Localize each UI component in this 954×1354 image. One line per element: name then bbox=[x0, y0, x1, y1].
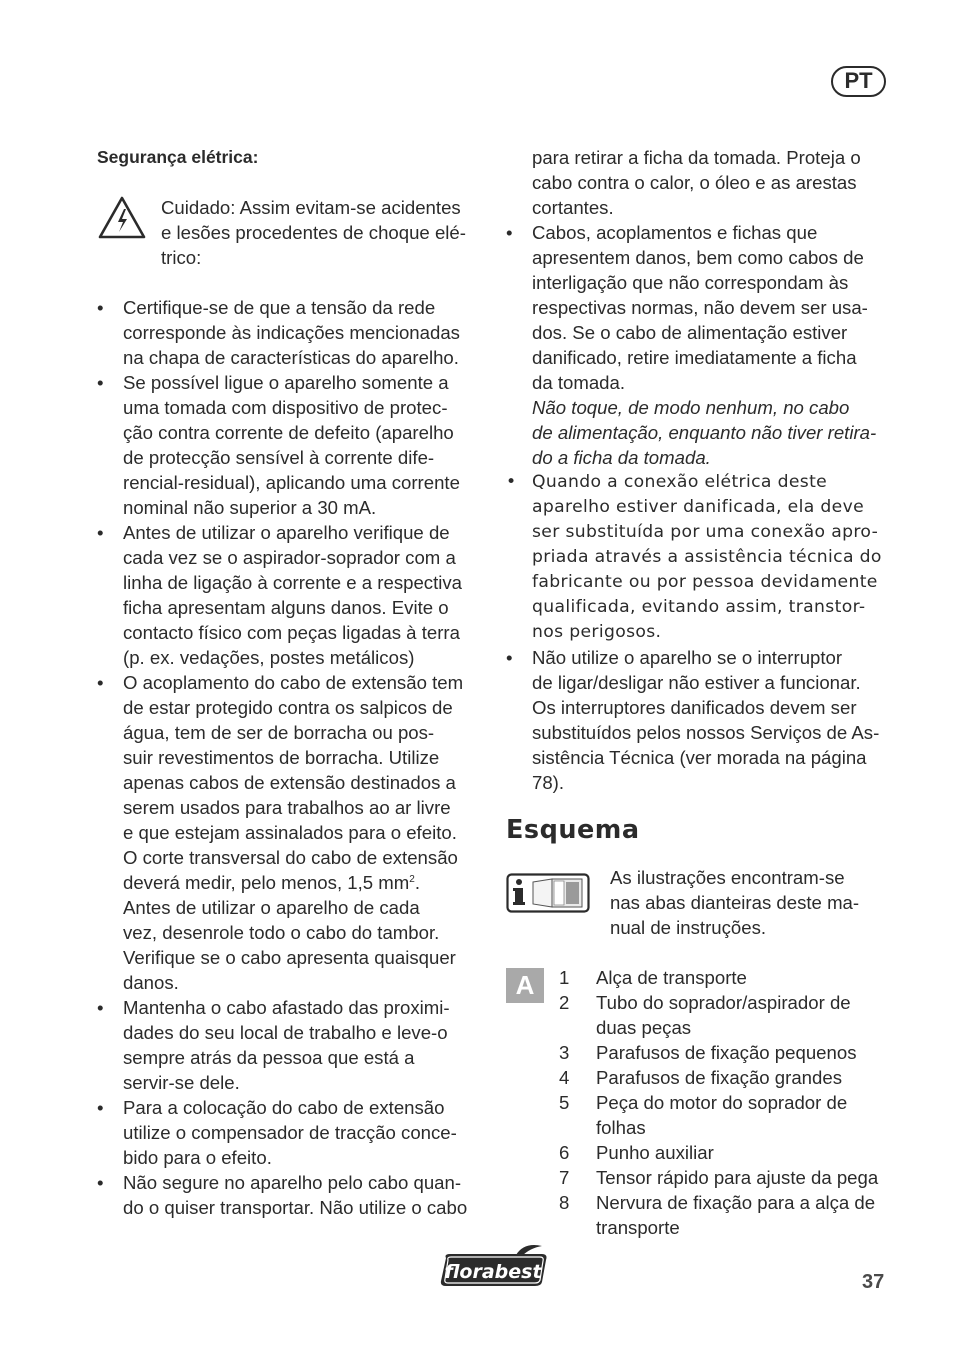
info-text: As ilustrações encontram-se nas abas dianteiras deste ma- nual de instruções. bbox=[610, 867, 860, 938]
parts-list bbox=[506, 965, 898, 1240]
cable-warning-italic: Não toque, de modo nenhum, no cabo de alimentação, enquanto não tiver retira- do a ficha da tomada. bbox=[532, 397, 877, 468]
list-item: • Não utilize o aparelho se o interruptor de ligar/desligar não estiver a funcionar. Os interruptores danificados devem ser substituídos pelos nossos Serviços de As- sistência Técnica (ver morada na página 78). bbox=[506, 645, 898, 795]
list-item: • Para a colocação do cabo de extensão utilize o compensador de tracção conce- bido para o efeito. bbox=[97, 1095, 489, 1170]
warning-text: Cuidado: Assim evitam-se acidentes e lesões procedentes de choque elé- trico: bbox=[161, 197, 466, 268]
cable-cross-section-line: deverá medir, pelo menos, 1,5 $mm^2$. bbox=[123, 872, 421, 893]
right-column bbox=[506, 145, 898, 1240]
list-item: 8 Nervura de fixação para a alça de transporte bbox=[559, 1192, 876, 1238]
list-item: • Se possível ligue o aparelho somente a uma tomada com dispositivo de protec- ção contra corrente de defeito (aparelho de protecção sensível à corrente dife- rencial-residual), aplicando uma corrente nominal não superior a 30 mA. bbox=[97, 370, 489, 520]
continued-text: para retirar a ficha da tomada. Proteja o cabo contra o calor, o óleo e as arestas cortantes. bbox=[532, 147, 861, 218]
list-item: • Mantenha o cabo afastado das proximi- dades do seu local de trabalho e leve-o sempre atrás da pessoa que está a servir-se dele. bbox=[97, 995, 489, 1095]
list-item: • Cabos, acoplamentos e fichas que apresentem danos, bem como cabos de interligação que não correspondam às respectivas normas, não devem ser usa- dos. Se o cabo de alimentação estiver danificado, retire imediatamente a ficha da tomada. Não toque, de modo nenhum, no cabo de alimentação, enquanto não tiver retira- do a ficha da tomada. bbox=[506, 220, 898, 470]
electric-hazard-icon bbox=[97, 195, 147, 241]
list-item: 3 Parafusos de fixação pequenos bbox=[559, 1042, 857, 1063]
electrical-safety-heading: Segurança elétrica: bbox=[97, 147, 259, 167]
warning-notice bbox=[97, 195, 489, 270]
florabest-logo bbox=[438, 1244, 552, 1290]
list-item: 6 Punho auxiliar bbox=[559, 1142, 714, 1163]
list-item: • Não segure no aparelho pelo cabo quan- do o quiser transportar. Não utilize o cabo bbox=[97, 1170, 489, 1220]
list-item: 2 Tubo do soprador/aspirador de duas peças bbox=[559, 992, 851, 1038]
list-item: 4 Parafusos de fixação grandes bbox=[559, 1067, 843, 1088]
safety-list-continued bbox=[506, 220, 898, 795]
list-item: • Quando a conexão elétrica deste aparelho estiver danificada, ela deve ser substituída por uma conexão apro- priada através a assistência técnica do fabricante ou por pessoa devidamente qualificada, evitando assim, transtor- nos perigosos. bbox=[506, 470, 898, 645]
list-item: 1 Alça de transporte bbox=[559, 967, 747, 988]
esquema-heading: Esquema bbox=[506, 815, 640, 845]
safety-list bbox=[97, 295, 489, 1220]
list-item: • Certifique-se de que a tensão da rede corresponde às indicações mencionadas na chapa de características do aparelho. bbox=[97, 295, 489, 370]
info-notice bbox=[506, 865, 898, 940]
svg-text:florabest: florabest bbox=[444, 1261, 542, 1283]
left-column bbox=[97, 145, 489, 1220]
info-manual-icon bbox=[506, 873, 590, 913]
language-badge: PT bbox=[831, 66, 886, 97]
list-item: 5 Peça do motor do soprador de folhas bbox=[559, 1092, 848, 1138]
list-item: 7 Tensor rápido para ajuste da pega bbox=[559, 1167, 879, 1188]
page-number: 37 bbox=[862, 1271, 885, 1293]
list-item: • Antes de utilizar o aparelho verifique de cada vez se o aspirador-soprador com a linha de ligação à corrente e a respectiva ficha apresentam alguns danos. Evite o contacto físico com peças ligadas à terra (p. ex. vedações, postes metálicos) bbox=[97, 520, 489, 670]
figure-a-badge: A bbox=[506, 968, 544, 1003]
list-item: • O acoplamento do cabo de extensão tem de estar protegido contra os salpicos de água, tem de ser de borracha ou pos- suir revestimentos de borracha. Utilize apenas cabos de extensão destinados a serem usados para trabalhos ao ar livre e que estejam assinalados para o efeito. O corte transversal do cabo de extensão deverá medir, pelo menos, 1,5 $mm^2$. Antes de utilizar o aparelho de cada vez, desenrole todo o cabo do tambor. Verifique se o cabo apresenta quaisquer danos. bbox=[97, 670, 489, 995]
